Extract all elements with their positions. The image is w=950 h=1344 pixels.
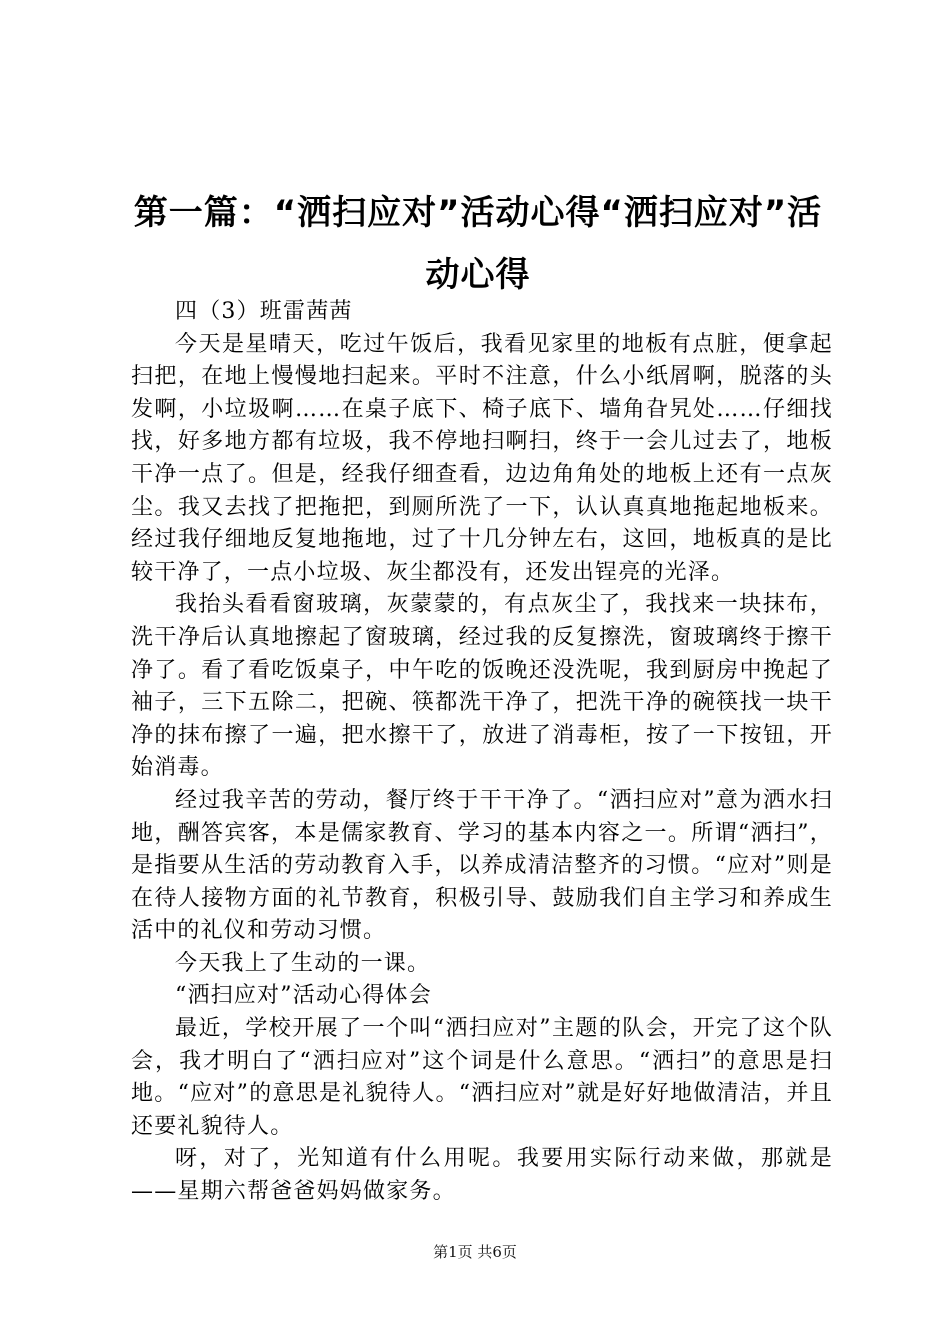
paragraph: 最近，学校开展了一个叫“洒扫应对”主题的队会，开完了这个队会，我才明白了“洒扫应对”这个词是什么意思。“洒扫”的意思是扫地。“应对”的意思是礼貌待人。“洒扫应对”就是好好地做清洁，并且还要礼貌待人。 [131, 1016, 833, 1139]
paragraph: 经过我辛苦的劳动，餐厅终于干干净了。“洒扫应对”意为洒水扫地，酬答宾客，本是儒家教育、学习的基本内容之一。所谓“洒扫”，是指要从生活的劳动教育入手，以养成清洁整齐的习惯。“应对”则是在待人接物方面的礼节教育，积极引导、鼓励我们自主学习和养成生活中的礼仪和劳动习惯。 [131, 787, 833, 944]
paragraph: 呀，对了，光知道有什么用呢。我要用实际行动来做，那就是——星期六帮爸爸妈妈做家务。 [131, 1146, 833, 1205]
section-heading: “洒扫应对”活动心得体会 [175, 983, 432, 1009]
paragraph: 今天我上了生动的一课。 [175, 950, 431, 976]
document-body [131, 296, 833, 1209]
paragraph: 我抬头看看窗玻璃，灰蒙蒙的，有点灰尘了，我找来一块抹布，洗干净后认真地擦起了窗玻璃，经过我的反复擦洗，窗玻璃终于擦干净了。看了看吃饭桌子，中午吃的饭晚还没洗呢，我到厨房中挽起了袖子，三下五除二，把碗、筷都洗干净了，把洗干净的碗筷找一块干净的抹布擦了一遍，把水擦干了，放进了消毒柜，按了一下按钮，开始消毒。 [131, 592, 833, 781]
author-line: 四（3）班雷茜茜 [175, 299, 353, 324]
document-title: 第一篇：“洒扫应对”活动心得“洒扫应对”活动心得 [133, 193, 823, 295]
page-number-footer: 第1页 共6页 [433, 1243, 517, 1261]
paragraph: 今天是星晴天，吃过午饭后，我看见家里的地板有点脏，便拿起扫把，在地上慢慢地扫起来。平时不注意，什么小纸屑啊，脱落的头发啊，小垃圾啊……在桌子底下、椅子底下、墙角旮旯处……仔细找找，好多地方都有垃圾，我不停地扫啊扫，终于一会儿过去了，地板干净一点了。但是，经我仔细查看，边边角角处的地板上还有一点灰尘。我又去找了把拖把，到厕所洗了一下，认认真真地拖起地板来。经过我仔细地反复地拖地，过了十几分钟左右，这回，地板真的是比较干净了，一点小垃圾、灰尘都没有，还发出锃亮的光泽。 [131, 331, 833, 585]
